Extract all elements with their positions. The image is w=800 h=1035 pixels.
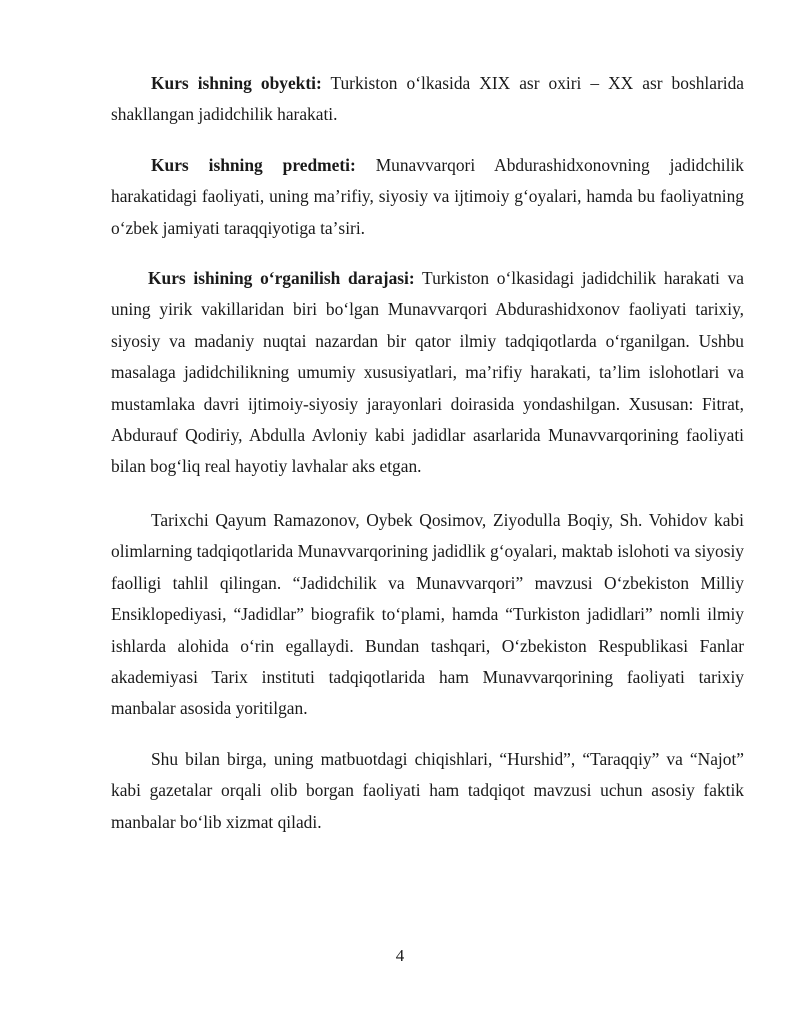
paragraph-study-degree	[111, 263, 744, 483]
paragraph-heading: Kurs ishning predmeti:	[151, 155, 356, 175]
paragraph-course-object	[111, 68, 744, 131]
paragraph-text: Tarixchi Qayum Ramazonov, Oybek Qosimov, Ziyodulla Boqiy, Sh. Vohidov kabi olimlarning tadqiqotlarida Munavvarqorining jadidlik gʻoyalari, maktab islohoti va siyosiy faolligi tahlil qilingan. “Jadidchilik va Munavvarqori” mavzusi Oʻzbekiston Milliy Ensiklopediyasi, “Jadidlar” biografik toʻplami, hamda “Turkiston jadidlari” nomli ilmiy ishlarda alohida oʻrin egallaydi. Bundan tashqari, Oʻzbekiston Respublikasi Fanlar akademiyasi Tarix instituti tadqiqotlarida ham Munavvarqorining faoliyati tarixiy manbalar asosida yoritilgan.	[111, 510, 744, 719]
paragraph-text: Turkiston oʻlkasidagi jadidchilik harakati va uning yirik vakillaridan biri boʻlgan Munavvarqori Abdurashidxonov faoliyati tarixiy, siyosiy va madaniy nuqtai nazardan bir qator ilmiy tadqiqotlarda oʻrganilgan. Ushbu masalaga jadidchilikning umumiy xususiyatlari, maʼrifiy harakati, taʼlim islohotlari va mustamlaka davri ijtimoiy-siyosiy jarayonlari doirasida yondashilgan. Xususan: Fitrat, Abdurauf Qodiriy, Abdulla Avloniy kabi jadidlar asarlarida Munavvarqorining faoliyati bilan bogʻliq real hayotiy lavhalar aks etgan.	[111, 268, 744, 477]
paragraph-heading: Kurs ishining oʻrganilish darajasi:	[148, 268, 415, 288]
paragraph-text: Shu bilan birga, uning matbuotdagi chiqishlari, “Hurshid”, “Taraqqiy” va “Najot” kabi gazetalar orqali olib borgan faoliyati ham tadqiqot mavzusi uchun asosiy faktik manbalar boʻlib xizmat qiladi.	[111, 749, 744, 832]
paragraph-text: Munavvarqori Abdurashidxonovning jadidchilik harakatidagi faoliyati, uning maʼrifiy, siyosiy va ijtimoiy gʻoyalari, hamda bu faoliyatning oʻzbek jamiyati taraqqiyotiga taʼsiri.	[111, 155, 744, 238]
paragraph-text: Turkiston oʻlkasida XIX asr oxiri – XX asr boshlarida shakllangan jadidchilik harakati.	[111, 73, 745, 125]
paragraph-heading: Kurs ishning obyekti:	[151, 73, 322, 93]
page-number: 4	[395, 946, 405, 965]
paragraph-press-activity	[111, 744, 744, 838]
paragraph-course-subject	[111, 150, 744, 244]
paragraph-historians	[111, 505, 744, 725]
